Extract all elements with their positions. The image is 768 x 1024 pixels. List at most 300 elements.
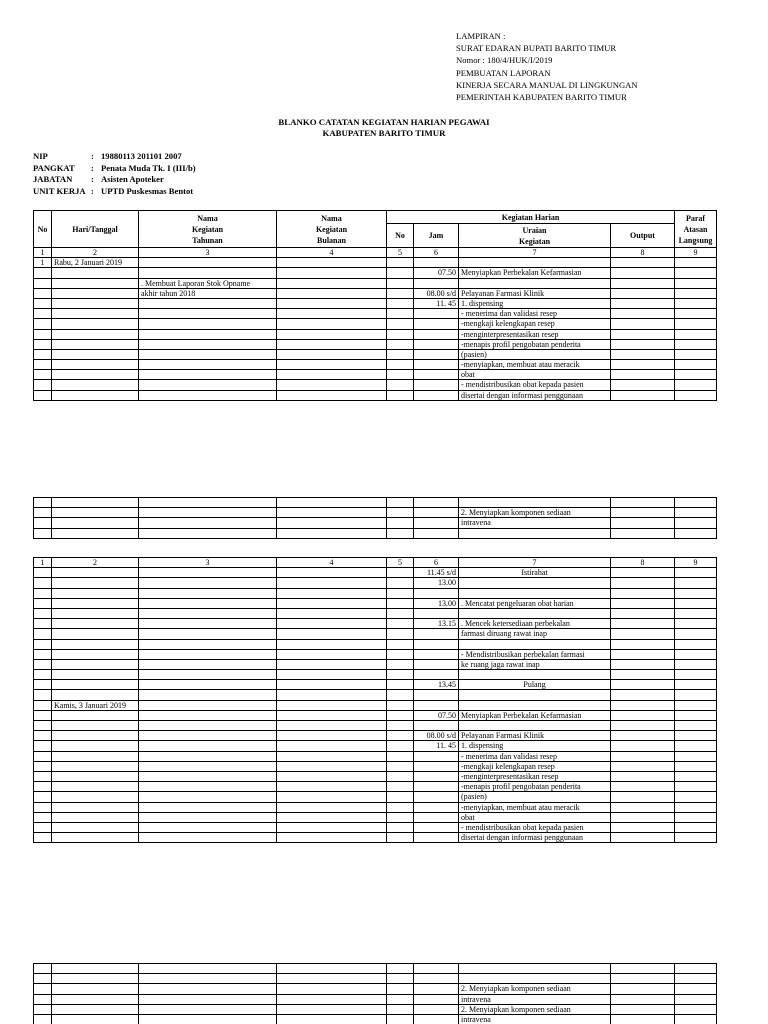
cell-uraian: - menerima dan validasi resep xyxy=(459,309,611,319)
cell-no xyxy=(34,329,52,339)
cell-no xyxy=(34,670,52,680)
cell-paraf xyxy=(675,349,717,359)
table-row xyxy=(34,349,717,359)
cell-no xyxy=(34,822,52,832)
cell-no xyxy=(34,508,52,518)
cell-no-harian xyxy=(387,822,414,832)
cell-jam xyxy=(414,349,459,359)
cell-paraf xyxy=(675,568,717,578)
cell-hari-tanggal xyxy=(52,608,139,618)
cell-no-harian xyxy=(387,639,414,649)
cell-paraf xyxy=(675,833,717,843)
cell-jam xyxy=(414,339,459,349)
cell-jam: 13.45 xyxy=(414,680,459,690)
cell-no-harian xyxy=(387,700,414,710)
cell-no-harian xyxy=(387,994,414,1004)
cell-no xyxy=(34,298,52,308)
cell-paraf xyxy=(675,771,717,781)
cell-no-harian xyxy=(387,528,414,538)
cell-kegiatan-tahunan xyxy=(139,619,277,629)
cell-no xyxy=(34,690,52,700)
cell-no-harian xyxy=(387,792,414,802)
cell-no xyxy=(34,782,52,792)
cell-output xyxy=(611,349,675,359)
table-row xyxy=(34,812,717,822)
cell-uraian: obat xyxy=(459,812,611,822)
cell-paraf xyxy=(675,528,717,538)
cell-output xyxy=(611,360,675,370)
cell-jam xyxy=(414,782,459,792)
cell-kegiatan-tahunan xyxy=(139,608,277,618)
cell-paraf xyxy=(675,518,717,528)
cell-output xyxy=(611,498,675,508)
cell-no-harian xyxy=(387,1004,414,1014)
cell-uraian: disertai dengan informasi penggunaan xyxy=(459,833,611,843)
cell-hari-tanggal xyxy=(52,731,139,741)
cell-uraian: -menginterpresentasikan resep xyxy=(459,329,611,339)
cell-hari-tanggal: 2 xyxy=(52,248,139,258)
cell-no-harian: 5 xyxy=(387,558,414,568)
table-row xyxy=(34,268,717,278)
cell-no xyxy=(34,964,52,974)
cell-kegiatan-tahunan xyxy=(139,782,277,792)
table-row xyxy=(34,670,717,680)
cell-no-harian xyxy=(387,568,414,578)
cell-kegiatan-bulanan xyxy=(277,629,387,639)
cell-hari-tanggal xyxy=(52,741,139,751)
table-row xyxy=(34,508,717,518)
cell-uraian xyxy=(459,528,611,538)
cell-uraian xyxy=(459,498,611,508)
cell-paraf xyxy=(675,288,717,298)
cell-paraf xyxy=(675,649,717,659)
cell-jam: 08.00 s/d xyxy=(414,288,459,298)
cell-jam xyxy=(414,700,459,710)
cell-uraian: 7 xyxy=(459,558,611,568)
cell-jam xyxy=(414,771,459,781)
cell-output xyxy=(611,518,675,528)
cell-kegiatan-bulanan xyxy=(277,721,387,731)
cell-output xyxy=(611,771,675,781)
table-row xyxy=(34,298,717,308)
cell-kegiatan-bulanan xyxy=(277,528,387,538)
header-uraian: Uraian Kegiatan xyxy=(459,224,611,248)
cell-uraian xyxy=(459,964,611,974)
cell-kegiatan-bulanan xyxy=(277,268,387,278)
cell-output xyxy=(611,964,675,974)
cell-output xyxy=(611,288,675,298)
cell-no-harian xyxy=(387,360,414,370)
cell-hari-tanggal xyxy=(52,370,139,380)
cell-jam xyxy=(414,639,459,649)
table-row xyxy=(34,498,717,508)
cell-output xyxy=(611,639,675,649)
cell-output xyxy=(611,508,675,518)
cell-kegiatan-bulanan xyxy=(277,370,387,380)
cell-paraf xyxy=(675,390,717,400)
cell-jam: 13.00 xyxy=(414,598,459,608)
table-row xyxy=(34,994,717,1004)
table-row xyxy=(34,339,717,349)
cell-uraian: obat xyxy=(459,370,611,380)
cell-hari-tanggal xyxy=(52,994,139,1004)
cell-hari-tanggal xyxy=(52,812,139,822)
cell-uraian xyxy=(459,700,611,710)
cell-no xyxy=(34,700,52,710)
table-row xyxy=(34,288,717,298)
cell-no-harian xyxy=(387,771,414,781)
cell-paraf xyxy=(675,994,717,1004)
cell-uraian: Pelayanan Farmasi Klinik xyxy=(459,288,611,298)
cell-kegiatan-bulanan xyxy=(277,984,387,994)
cell-kegiatan-tahunan xyxy=(139,700,277,710)
cell-no xyxy=(34,649,52,659)
cell-hari-tanggal xyxy=(52,390,139,400)
cell-output xyxy=(611,619,675,629)
cell-jam: 11. 45 xyxy=(414,741,459,751)
cell-uraian: - mendistribusikan obat kepada pasien xyxy=(459,380,611,390)
cell-paraf xyxy=(675,751,717,761)
cell-no-harian xyxy=(387,319,414,329)
table-row xyxy=(34,1014,717,1024)
cell-no-harian xyxy=(387,710,414,720)
cell-hari-tanggal xyxy=(52,349,139,359)
document-title: BLANKO CATATAN KEGIATAN HARIAN PEGAWAI xyxy=(278,117,490,127)
cell-kegiatan-tahunan xyxy=(139,498,277,508)
cell-kegiatan-bulanan xyxy=(277,319,387,329)
cell-no xyxy=(34,1014,52,1024)
cell-kegiatan-bulanan xyxy=(277,782,387,792)
cell-kegiatan-bulanan xyxy=(277,700,387,710)
cell-jam: 07.50 xyxy=(414,268,459,278)
cell-no-harian xyxy=(387,629,414,639)
header-paraf: Paraf Atasan Langsung xyxy=(675,211,717,248)
cell-no xyxy=(34,319,52,329)
cell-no-harian xyxy=(387,268,414,278)
cell-uraian: -menapis profil pengobatan penderita xyxy=(459,339,611,349)
cell-output xyxy=(611,659,675,669)
cell-kegiatan-tahunan xyxy=(139,629,277,639)
cell-hari-tanggal xyxy=(52,649,139,659)
cell-hari-tanggal xyxy=(52,639,139,649)
cell-kegiatan-tahunan xyxy=(139,598,277,608)
cell-paraf: 9 xyxy=(675,248,717,258)
cell-kegiatan-bulanan xyxy=(277,731,387,741)
cell-kegiatan-bulanan xyxy=(277,518,387,528)
header-kegiatan-bulanan: Nama Kegiatan Bulanan xyxy=(277,211,387,248)
cell-jam xyxy=(414,649,459,659)
cell-no xyxy=(34,771,52,781)
table-row xyxy=(34,822,717,832)
employee-identity xyxy=(33,151,196,197)
cell-hari-tanggal xyxy=(52,568,139,578)
cell-no xyxy=(34,370,52,380)
cell-paraf xyxy=(675,639,717,649)
cell-kegiatan-tahunan xyxy=(139,390,277,400)
cell-kegiatan-tahunan: . Membuat Laporan Stok Opname xyxy=(139,278,277,288)
table-row xyxy=(34,380,717,390)
cell-kegiatan-tahunan xyxy=(139,360,277,370)
cell-jam xyxy=(414,690,459,700)
table-row xyxy=(34,659,717,669)
cell-uraian: - mendistribusikan obat kepada pasien xyxy=(459,822,611,832)
cell-jam xyxy=(414,329,459,339)
cell-jam: 13.15 xyxy=(414,619,459,629)
cell-paraf xyxy=(675,360,717,370)
cell-output xyxy=(611,812,675,822)
cell-hari-tanggal xyxy=(52,578,139,588)
cell-no-harian xyxy=(387,984,414,994)
table-row xyxy=(34,629,717,639)
cell-uraian xyxy=(459,258,611,268)
cell-uraian: (pasien) xyxy=(459,349,611,359)
cell-output xyxy=(611,598,675,608)
cell-no-harian xyxy=(387,731,414,741)
cell-output xyxy=(611,761,675,771)
table-row xyxy=(34,690,717,700)
cell-output xyxy=(611,339,675,349)
cell-hari-tanggal xyxy=(52,268,139,278)
header-no: No xyxy=(34,211,52,248)
cell-output xyxy=(611,1004,675,1014)
header-jam: Jam xyxy=(414,224,459,248)
cell-no xyxy=(34,1004,52,1014)
cell-jam xyxy=(414,518,459,528)
cell-kegiatan-bulanan xyxy=(277,598,387,608)
cell-no xyxy=(34,721,52,731)
cell-output xyxy=(611,690,675,700)
cell-paraf xyxy=(675,782,717,792)
cell-kegiatan-bulanan xyxy=(277,1014,387,1024)
cell-no-harian xyxy=(387,258,414,268)
cell-uraian: 2. Menyiapkan komponen sediaan xyxy=(459,508,611,518)
cell-hari-tanggal xyxy=(52,984,139,994)
table-row xyxy=(34,309,717,319)
table-row xyxy=(34,721,717,731)
cell-output xyxy=(611,298,675,308)
cell-jam xyxy=(414,508,459,518)
cell-no xyxy=(34,380,52,390)
cell-kegiatan-tahunan xyxy=(139,1004,277,1014)
cell-uraian xyxy=(459,608,611,618)
cell-no-harian xyxy=(387,578,414,588)
cell-output xyxy=(611,751,675,761)
identity-row xyxy=(33,151,196,163)
column-number-row xyxy=(34,248,717,258)
cell-no-harian xyxy=(387,298,414,308)
cell-kegiatan-tahunan xyxy=(139,349,277,359)
table-row xyxy=(34,619,717,629)
cell-kegiatan-tahunan xyxy=(139,268,277,278)
cell-hari-tanggal xyxy=(52,309,139,319)
cell-kegiatan-bulanan: 4 xyxy=(277,558,387,568)
cell-output xyxy=(611,268,675,278)
cell-no xyxy=(34,528,52,538)
cell-hari-tanggal xyxy=(52,518,139,528)
cell-no-harian xyxy=(387,309,414,319)
cell-jam xyxy=(414,629,459,639)
cell-uraian: -menyiapkan, membuat atau meracik xyxy=(459,360,611,370)
table-row xyxy=(34,964,717,974)
cell-kegiatan-bulanan xyxy=(277,964,387,974)
cell-uraian: disertai dengan informasi penggunaan xyxy=(459,390,611,400)
cell-paraf xyxy=(675,984,717,994)
cell-kegiatan-bulanan xyxy=(277,710,387,720)
cell-no-harian xyxy=(387,588,414,598)
cell-kegiatan-bulanan xyxy=(277,568,387,578)
cell-kegiatan-tahunan xyxy=(139,710,277,720)
activity-table-page2-continued xyxy=(33,963,717,1024)
cell-jam xyxy=(414,670,459,680)
cell-no-harian xyxy=(387,278,414,288)
identity-colon: : xyxy=(91,162,94,173)
cell-uraian: intravena xyxy=(459,1014,611,1024)
cell-hari-tanggal xyxy=(52,670,139,680)
lampiran-line: LAMPIRAN : xyxy=(456,31,506,41)
cell-uraian xyxy=(459,578,611,588)
cell-no xyxy=(34,802,52,812)
cell-paraf xyxy=(675,1004,717,1014)
cell-no xyxy=(34,994,52,1004)
table-row xyxy=(34,329,717,339)
table-row xyxy=(34,782,717,792)
column-number-row xyxy=(34,558,717,568)
cell-uraian xyxy=(459,588,611,598)
cell-hari-tanggal xyxy=(52,659,139,669)
cell-kegiatan-tahunan: 3 xyxy=(139,558,277,568)
cell-no xyxy=(34,629,52,639)
cell-no xyxy=(34,390,52,400)
cell-output xyxy=(611,782,675,792)
cell-no xyxy=(34,339,52,349)
cell-uraian: intravena xyxy=(459,518,611,528)
cell-kegiatan-tahunan xyxy=(139,741,277,751)
cell-kegiatan-tahunan xyxy=(139,761,277,771)
cell-hari-tanggal xyxy=(52,588,139,598)
cell-paraf xyxy=(675,319,717,329)
cell-no xyxy=(34,608,52,618)
cell-kegiatan-tahunan xyxy=(139,518,277,528)
cell-jam: 13.00 xyxy=(414,578,459,588)
cell-no-harian xyxy=(387,598,414,608)
cell-hari-tanggal xyxy=(52,339,139,349)
cell-hari-tanggal xyxy=(52,680,139,690)
cell-hari-tanggal xyxy=(52,360,139,370)
activity-table-page1 xyxy=(33,210,717,401)
identity-row xyxy=(33,163,196,175)
cell-output xyxy=(611,608,675,618)
cell-paraf xyxy=(675,268,717,278)
cell-jam xyxy=(414,588,459,598)
cell-kegiatan-bulanan xyxy=(277,751,387,761)
cell-output xyxy=(611,731,675,741)
cell-output xyxy=(611,680,675,690)
cell-kegiatan-bulanan xyxy=(277,994,387,1004)
table-row xyxy=(34,741,717,751)
header-output: Output xyxy=(611,224,675,248)
cell-kegiatan-tahunan xyxy=(139,649,277,659)
cell-uraian: Istirahat xyxy=(459,568,611,578)
cell-uraian: Menyiapkan Perbekalan Kefarmasian xyxy=(459,710,611,720)
table-row xyxy=(34,639,717,649)
cell-jam xyxy=(414,802,459,812)
cell-paraf xyxy=(675,619,717,629)
cell-kegiatan-tahunan xyxy=(139,568,277,578)
cell-jam: 11.45 s/d xyxy=(414,568,459,578)
cell-paraf: 9 xyxy=(675,558,717,568)
cell-hari-tanggal xyxy=(52,629,139,639)
cell-no xyxy=(34,619,52,629)
cell-no-harian xyxy=(387,974,414,984)
cell-jam xyxy=(414,761,459,771)
cell-no xyxy=(34,731,52,741)
cell-no xyxy=(34,833,52,843)
cell-paraf xyxy=(675,339,717,349)
cell-no xyxy=(34,268,52,278)
cell-jam xyxy=(414,309,459,319)
cell-kegiatan-bulanan xyxy=(277,619,387,629)
cell-jam xyxy=(414,498,459,508)
cell-hari-tanggal xyxy=(52,1004,139,1014)
cell-uraian: - menerima dan validasi resep xyxy=(459,751,611,761)
cell-kegiatan-bulanan xyxy=(277,680,387,690)
cell-kegiatan-bulanan xyxy=(277,288,387,298)
cell-kegiatan-bulanan xyxy=(277,498,387,508)
cell-kegiatan-bulanan xyxy=(277,649,387,659)
table-row xyxy=(34,258,717,268)
activity-table-page2 xyxy=(33,557,717,843)
cell-uraian xyxy=(459,690,611,700)
cell-kegiatan-bulanan xyxy=(277,578,387,588)
cell-paraf xyxy=(675,608,717,618)
cell-no-harian xyxy=(387,690,414,700)
cell-kegiatan-bulanan xyxy=(277,298,387,308)
cell-hari-tanggal xyxy=(52,329,139,339)
identity-colon: : xyxy=(91,174,94,185)
cell-jam xyxy=(414,994,459,1004)
cell-jam xyxy=(414,659,459,669)
cell-kegiatan-tahunan xyxy=(139,690,277,700)
cell-no-harian xyxy=(387,1014,414,1024)
cell-uraian: -menapis profil pengobatan penderita xyxy=(459,782,611,792)
table-row xyxy=(34,568,717,578)
cell-output xyxy=(611,649,675,659)
cell-no: 1 xyxy=(34,248,52,258)
cell-no xyxy=(34,984,52,994)
header-kegiatan-harian: Kegiatan Harian xyxy=(387,211,675,224)
lampiran-line: Nomor : 180/4/HUK/I/2019 xyxy=(456,55,553,66)
cell-paraf xyxy=(675,598,717,608)
cell-paraf xyxy=(675,629,717,639)
cell-no-harian xyxy=(387,498,414,508)
cell-paraf xyxy=(675,278,717,288)
cell-no-harian xyxy=(387,802,414,812)
cell-output xyxy=(611,329,675,339)
cell-uraian xyxy=(459,639,611,649)
cell-uraian: 7 xyxy=(459,248,611,258)
cell-no xyxy=(34,792,52,802)
cell-kegiatan-bulanan xyxy=(277,258,387,268)
cell-jam xyxy=(414,380,459,390)
cell-no-harian xyxy=(387,380,414,390)
cell-uraian xyxy=(459,721,611,731)
cell-output xyxy=(611,568,675,578)
cell-no xyxy=(34,639,52,649)
cell-jam xyxy=(414,964,459,974)
cell-no xyxy=(34,659,52,669)
cell-kegiatan-tahunan xyxy=(139,1014,277,1024)
cell-paraf xyxy=(675,309,717,319)
